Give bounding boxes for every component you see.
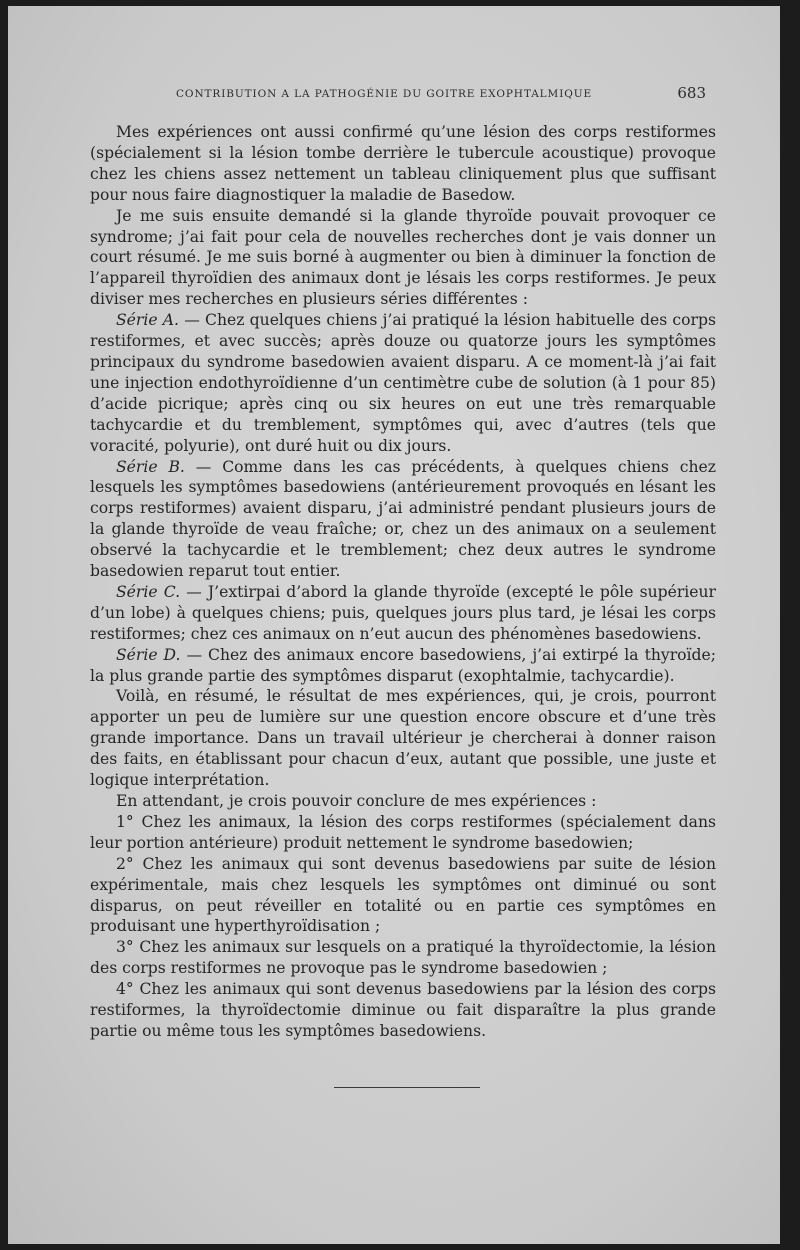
serie-b-label: Série B. [116,457,185,476]
serie-a-label: Série A. [116,311,180,330]
conclusion-item-2: 2° Chez les animaux qui sont devenus basedowiens par suite de lésion expérimentale, mais chez lesquels les symptômes ont diminué ou sont disparus, on peut réveiller en totalité ou en partie ces symptômes en produisant une hyperthyroïdisation ; [90,854,716,936]
serie-a-text: — Chez quelques chiens j’ai pratiqué la lésion habituelle des corps restiformes, et avec succès; après douze ou quatorze jours les symptômes principaux du syndrome basedowien avaient disparu. A ce moment-là j’ai fait une injection endothyroïdienne d’un centimètre cube de solution (à 1 pour 85) d’acide picrique; après cinq ou six heures on eut une très remarquable tachycardie et du tremblement, symptômes qui, avec d’autres (tels que voracité, polyurie), ont duré huit ou dix jours. [90,311,716,455]
page-body [90,122,716,1042]
paragraph-serie-a [90,310,716,456]
paragraph-serie-b [90,457,716,582]
serie-b-text: — Comme dans les cas précédents, à quelques chiens chez lesquels les symptômes basedowiens (antérieurement provoqués en lésant les corps restiformes) avaient disparu, j’ai administré pendant plusieurs jours de la glande thyroïde de veau fraîche; or, chez un des animaux on a seulement observé la tachycardie et le tremblement; chez deux autres le syndrome basedowien reparut tout entier. [90,457,716,581]
running-title: CONTRIBUTION A LA PATHOGÉNIE DU GOITRE EXOPHTALMIQUE [176,88,593,100]
end-rule [334,1087,480,1088]
paragraph-thyroid-question: Je me suis ensuite demandé si la glande thyroïde pouvait provoquer ce syndrome; j’ai fait pour cela de nouvelles recherches dont je vais donner un court résumé. Je me suis borné à augmenter ou bien à diminuer la fonction de l’appareil thyroïdien des animaux dont je lésais les corps restiformes. Je peux diviser mes recherches en plusieurs séries différentes : [90,206,716,309]
serie-c-label: Série C. [116,582,181,601]
book-page [8,6,780,1244]
paragraph-serie-d [90,645,716,687]
serie-d-text: — Chez des animaux encore basedowiens, j’ai extirpé la thyroïde; la plus grande partie des symptômes disparut (exophtalmie, tachycardie). [90,645,716,685]
conclusion-item-3: 3° Chez les animaux sur lesquels on a pratiqué la thyroïdectomie, la lésion des corps restiformes ne provoque pas le syndrome basedowien ; [90,938,716,978]
conclusion-item-1: 1° Chez les animaux, la lésion des corps restiformes (spécialement dans leur portion antérieure) produit nettement le syndrome basedowien; [90,812,716,852]
paragraph-conclusion-intro: En attendant, je crois pouvoir conclure de mes expériences : [116,792,597,810]
paragraph-serie-c [90,582,716,645]
page-number: 683 [677,84,706,102]
page-header [176,84,732,104]
conclusion-item-4: 4° Chez les animaux qui sont devenus basedowiens par la lésion des corps restiformes, la thyroïdectomie diminue ou fait disparaître la plus grande partie ou même tous les symptômes basedowiens. [90,980,716,1040]
paragraph-intro: Mes expériences ont aussi confirmé qu’une lésion des corps restiformes (spécialement si la lésion tombe derrière le tubercule acoustique) provoque chez les chiens assez nettement un tableau cliniquement plus que suffisant pour nous faire diagnostiquer la maladie de Basedow. [90,123,716,204]
serie-d-label: Série D. [116,645,181,664]
serie-c-text: — J’extirpai d’abord la glande thyroïde (excepté le pôle supérieur d’un lobe) à quelques chiens; puis, quelques jours plus tard, je lésai les corps restiformes; chez ces animaux on n’eut aucun des phénomènes basedowiens. [90,582,716,643]
paragraph-summary: Voilà, en résumé, le résultat de mes expériences, qui, je crois, pourront apporter un peu de lumière sur une question encore obscure et d’une très grande importance. Dans un travail ultérieur je chercherai à donner raison des faits, en établissant pour chacun d’eux, autant que possible, une juste et logique interprétation. [90,687,716,790]
